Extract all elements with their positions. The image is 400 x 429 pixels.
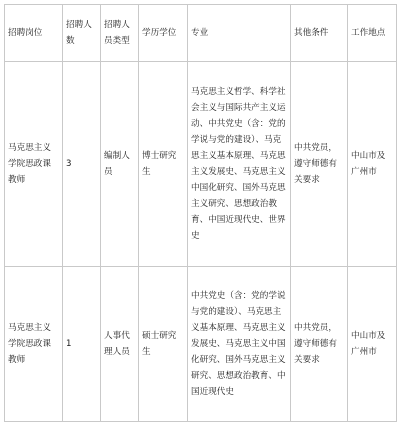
table-row xyxy=(5,62,397,267)
cell-major: 中共党史（含：党的学说与党的建设）、马克思主义基本原理、马克思主义发展史、马克思主义中国化研究、国外马克思主义研究、思想政治教育、中国近现代史 xyxy=(188,267,291,422)
table-body xyxy=(5,62,397,422)
cell-major: 马克思主义哲学、科学社会主义与国际共产主义运动、中共党史（含：党的学说与党的建设）、马克思主义基本原理、马克思主义发展史、马克思主义中国化研究、国外马克思主义研究、思想政治教育、中国近现代史、世界史 xyxy=(188,62,291,267)
header-row xyxy=(5,5,397,62)
header-position: 招聘岗位 xyxy=(5,5,63,62)
header-staff-type: 招聘人员类型 xyxy=(101,5,139,62)
cell-degree: 博士研究生 xyxy=(139,62,188,267)
cell-position: 马克思主义学院思政课教师 xyxy=(5,267,63,422)
cell-count: 1 xyxy=(63,267,101,422)
header-location: 工作地点 xyxy=(348,5,397,62)
header-major: 专业 xyxy=(188,5,291,62)
cell-location: 中山市及广州市 xyxy=(348,267,397,422)
table-header xyxy=(5,5,397,62)
cell-location: 中山市及广州市 xyxy=(348,62,397,267)
header-other-conditions: 其他条件 xyxy=(291,5,348,62)
table-row xyxy=(5,267,397,422)
header-degree: 学历学位 xyxy=(139,5,188,62)
cell-degree: 硕士研究生 xyxy=(139,267,188,422)
cell-count: 3 xyxy=(63,62,101,267)
recruitment-table xyxy=(4,4,397,422)
header-count: 招聘人数 xyxy=(63,5,101,62)
cell-position: 马克思主义学院思政课教师 xyxy=(5,62,63,267)
cell-other-conditions: 中共党员，遵守师德有关要求 xyxy=(291,62,348,267)
cell-other-conditions: 中共党员，遵守师德有关要求 xyxy=(291,267,348,422)
cell-staff-type: 编制人员 xyxy=(101,62,139,267)
cell-staff-type: 人事代理人员 xyxy=(101,267,139,422)
